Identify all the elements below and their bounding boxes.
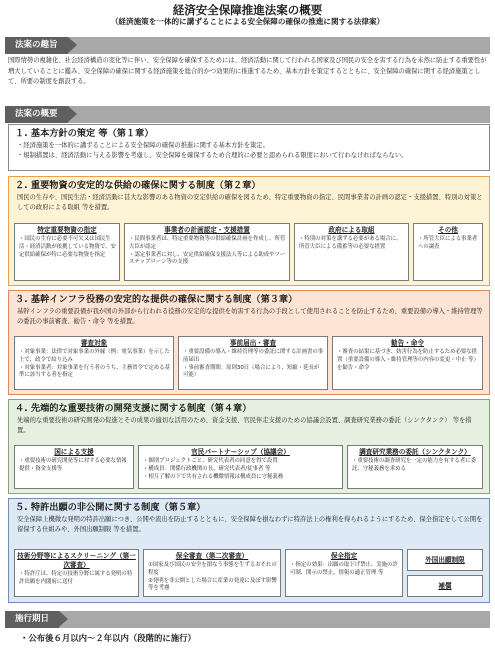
box-text bbox=[144, 561, 283, 593]
box-title: 保全指定 bbox=[330, 552, 358, 560]
chapter-3-title: ３. 基幹インフラ役務の安定的な提供の確保に関する制度（第３章） bbox=[15, 294, 298, 305]
chapter-4-title: ４. 先端的な重要技術の開発支援に関する制度（第４章） bbox=[15, 403, 252, 414]
box-title: 事業者の計画認定・支援措置 bbox=[164, 226, 250, 234]
chapter-3-description: 基幹インフラの重要設備が我が国の外部から行われる役務の安定的な提供を妨害する行為の手段として使用されることを防止するため、重要設備の導入・維持管理等の委託の事前審査、勧告・命令 等を措置。 bbox=[17, 308, 483, 325]
chapter-5-box-security-review bbox=[143, 549, 281, 597]
box-line: ②発明を非公開とした場合に産業の発達に及ぼす影響 等を考慮 bbox=[148, 577, 283, 592]
box-title: 政府による取組 bbox=[328, 226, 375, 234]
chapter-3-box-recommendation bbox=[332, 336, 483, 390]
box-title: 審査対象 bbox=[80, 339, 108, 347]
box-title: 保全審査（第二次審査） bbox=[175, 552, 249, 560]
box-text: ・審査の結果に基づき、妨害行為を防止するため必要な措置（重要設備の導入・維持管理等の内容の変更・中止 等）を勧告・命令 bbox=[337, 349, 479, 371]
box-text: ・重要技術の研究開発等に対する必要な情報提供・資金支援等 bbox=[19, 458, 127, 472]
chapter-4-panel bbox=[8, 399, 490, 494]
box-line: ・民間事業者は、特定重要物資等の供給確保計画を作成し、所管大臣が認定 bbox=[129, 236, 286, 250]
chapter-3-box-prior-notification bbox=[178, 336, 328, 390]
chapter-2-box-government bbox=[294, 223, 409, 281]
chapter-5-title: ５. 特許出願の非公開に関する制度（第５章） bbox=[15, 502, 206, 513]
box-title: その他 bbox=[438, 226, 458, 234]
box-text: ・特別の対策を講ずる必要がある場合に、所管大臣による備蓄等の必要な措置 bbox=[299, 236, 402, 250]
box-title: 調査研究業務の委託（シンクタンク） bbox=[359, 448, 471, 456]
purpose-header-label: 法案の趣旨 bbox=[5, 37, 68, 54]
period-header-label: 施行期日 bbox=[5, 611, 59, 628]
box-text bbox=[125, 235, 289, 267]
box-text bbox=[179, 348, 327, 380]
chapter-3-panel bbox=[8, 290, 490, 395]
chapter-2-box-designation bbox=[14, 223, 120, 281]
chapter-1-title: １. 基本方針の策定 等（第１章） bbox=[15, 128, 154, 139]
chapter-2-title: ２. 重要物資の安定的な供給の確保に関する制度（第２章） bbox=[15, 180, 261, 191]
period-text: ・公布後６月以内～２年以内（段階的に施行） bbox=[20, 633, 196, 643]
box-text bbox=[15, 348, 173, 380]
chapter-1-line: ・規制措置は、経済活動に与える影響を考慮し、安全保障を確保するため合理的に必要と認められる限度において行わなければならない。 bbox=[17, 151, 408, 159]
box-title: 補償 bbox=[438, 582, 452, 590]
box-title: 勧告・命令 bbox=[391, 339, 424, 347]
box-line: ・対象事業：法律で対象事業の外縁（例：電気事業）を示した上で、政令で絞り込み bbox=[19, 349, 170, 363]
box-line: ・事前審査期間：原則30日（場合により、短縮・延長が可能） bbox=[183, 364, 320, 379]
chapter-5-box-screening bbox=[14, 549, 139, 597]
box-line: ・重要設備の導入・維持管理等の委託に関する計画書の事前届出 bbox=[183, 349, 324, 363]
box-title: 事前届出・審査 bbox=[229, 339, 277, 347]
chapter-5-box-designation bbox=[285, 549, 403, 597]
page-subtitle: （経済施策を一体的に講ずることによる安全保障の確保の推進に関する法律案） bbox=[110, 17, 385, 26]
box-line: ・対象事業者：対象事業を行う者のうち、主務省令で定める基準に該当する者を指定 bbox=[19, 364, 170, 379]
page-title: 経済安全保障推進法案の概要 bbox=[172, 3, 323, 17]
chapter-1-panel bbox=[8, 124, 490, 171]
chapter-1-line: ・経済施策を一体的に講ずることによる安全保障の確保の推進に関する基本方針を策定。 bbox=[17, 142, 269, 149]
chapter-2-description: 国民の生存や、国民生活・経済活動に甚大な影響のある物資の安定供給の確保を図るため、特定重要物資の指定、民間事業者の計画の認定・支援措置、特別の対策としての政府による取組 等を措置。 bbox=[17, 194, 483, 211]
overview-section-header bbox=[5, 106, 490, 123]
box-title: 外国出願制限 bbox=[425, 556, 465, 564]
chapter-4-description: 先端的な重要技術の研究開発の促進とその成果の適切な活用のため、資金支援、官民伴走支援のための協議会設置、調査研究業務の委託（シンクタンク） 等を措置。 bbox=[17, 417, 472, 434]
box-text bbox=[139, 457, 342, 481]
box-title: 技術分野等によるスクリーニング（第一次審査） bbox=[17, 552, 136, 569]
box-line: ・相互了解の下で共有される機微情報は構成員に守秘義務 bbox=[143, 473, 284, 480]
box-text: ・所管大臣による事業者への調査 bbox=[418, 236, 478, 250]
overview-header-label: 法案の概要 bbox=[5, 106, 68, 123]
chapter-4-box-national-support bbox=[14, 445, 134, 489]
box-line: ・構成員：関係行政機関の長、研究代表者/従事者 等 bbox=[143, 465, 271, 472]
box-title: 国による支援 bbox=[54, 448, 94, 456]
chapter-5-box-foreign-filing bbox=[407, 549, 483, 571]
chapter-2-panel bbox=[8, 176, 490, 286]
box-line: ・認定事業者に対し、安定供給確保支援法人等による助成やツーステップローン等の支援 bbox=[129, 251, 286, 266]
box-line: ・個別プロジェクトごと、研究代表者の同意を得て設置 bbox=[143, 458, 278, 464]
chapter-3-box-review-target bbox=[14, 336, 174, 390]
period-section-header bbox=[5, 611, 490, 628]
chapter-5-description: 安全保障上機微な発明の特許出願につき、公開や流出を防止するとともに、安全保障を損なわずに特許法上の権利を得られるようにするため、保全指定をして公開を留保する仕組みや、外国出願制限 等を措置。 bbox=[17, 516, 483, 533]
box-title: 特定重要物資の指定 bbox=[37, 226, 97, 234]
chapter-4-box-think-tank bbox=[347, 445, 483, 489]
chapter-5-box-compensation bbox=[407, 575, 483, 597]
purpose-text: 国際情勢の複雑化、社会経済構造の変化等に伴い、安全保障を確保するためには、経済活動に関して行われる国家及び国民の安全を害する行為を未然に防止する重要性が増大していることに鑑み、安全保障の確保に関する経済施策を総合的かつ効果的に推進するため、基本方針を策定するとともに、安全保障の確保に関する経済施策として、所要の制度を創設する。 bbox=[8, 57, 487, 86]
chapter-1-body bbox=[9, 140, 489, 160]
chapter-2-box-plan-approval bbox=[124, 223, 290, 281]
box-text: ・国民の生存に必要不可欠又は国民生活・経済活動が依拠している物資で、安定供給確保が特に必要な物資を指定 bbox=[19, 236, 116, 258]
box-text: ・特許庁は、特定の技術分野に属する発明の特許出願を内閣府に送付 bbox=[19, 571, 133, 585]
box-text: ・指定の効果：出願の取下げ禁止、実施の許可制、開示の禁止、情報の適正管理 等 bbox=[290, 562, 398, 576]
box-title: 官民パートナーシップ（協議会） bbox=[191, 448, 290, 456]
purpose-section-header bbox=[5, 37, 490, 54]
chapter-5-panel bbox=[8, 498, 490, 603]
box-line: ①国家及び国民の安全を損なう事態を生ずるおそれの程度 bbox=[148, 562, 277, 576]
chapter-4-box-partnership bbox=[138, 445, 343, 489]
box-text: ・重要技術の調査研究を一定の能力を有する者に委託、守秘義務を求める bbox=[352, 458, 476, 472]
chapter-2-box-other bbox=[413, 223, 483, 281]
